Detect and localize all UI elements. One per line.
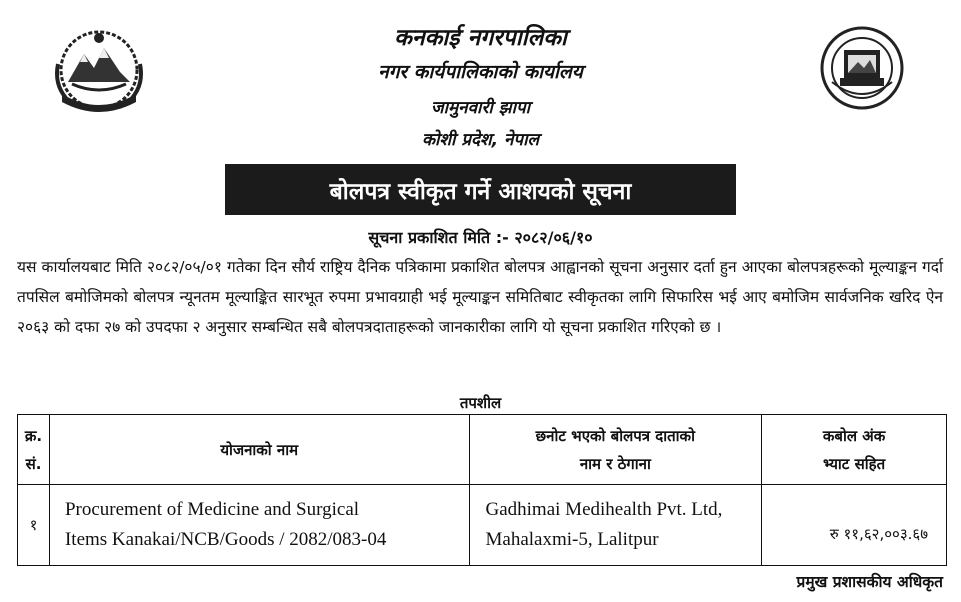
row-bidder-line1: Gadhimai Medihealth Pvt. Ltd, — [485, 499, 723, 520]
row-bidder-line2: Mahalaxmi-5, Lalitpur — [485, 529, 659, 550]
bidder-header — [469, 415, 762, 485]
bidder-header-line1: छनोट भएको बोलपत्र दाताको — [535, 426, 695, 445]
row-serial: १ — [18, 485, 50, 566]
bidder-header-line2: नाम र ठेगाना — [579, 454, 651, 473]
signoff-designation: प्रमुख प्रशासकीय अधिकृत — [796, 573, 943, 591]
notice-body: यस कार्यालयबाट मिति २०८२/०५/०१ गतेका दिन सौर्य राष्ट्रिय दैनिक पत्रिकामा प्रकाशित बोलपत्र आह्वानको सूचना अनुसार दर्ता हुन आएका बोलपत्रहरूको मूल्याङ्कन गर्दा तपसिल बमोजिमको बोलपत्र न्यूनतम मूल्याङ्कित सारभूत रुपमा प्रभावग्राही भई मूल्याङ्कन समितिबाट स्वीकृतका लागि सिफारिस भई आए बमोजिम सार्वजनिक खरिद ऐन २०६३ को दफा २७ को उपदफा २ अनुसार सम्बन्धित सबै बोलपत्रदाताहरूको जानकारीका लागि यो सूचना प्रकाशित गरिएको छ । — [17, 258, 943, 336]
published-date: सूचना प्रकाशित मिति :- २०८२/०६/१० — [368, 228, 593, 247]
notice-title: बोलपत्र स्वीकृत गर्ने आशयको सूचना — [329, 178, 632, 205]
bid-table — [17, 414, 947, 566]
notice-title-banner — [225, 164, 736, 215]
table-row — [18, 485, 947, 566]
province-line: कोशी प्रदेश, नेपाल — [422, 130, 539, 150]
row-amount: रु ११,६२,००३.६७ — [762, 485, 947, 566]
serial-header — [18, 415, 50, 485]
serial-header-line1: क्र. — [24, 426, 43, 445]
office-location: जामुनवारी झापा — [430, 98, 531, 118]
row-project-line1: Procurement of Medicine and Surgical — [64, 499, 360, 520]
row-project — [49, 485, 469, 566]
amount-header-line1: कबोल अंक — [822, 426, 886, 445]
amount-header-line2: भ्याट सहित — [822, 454, 886, 473]
municipality-name: कनकाई नगरपालिका — [394, 25, 567, 51]
project-header: योजनाको नाम — [49, 415, 469, 485]
table-header-row — [18, 415, 947, 485]
amount-header — [762, 415, 947, 485]
row-project-line2: Items Kanakai/NCB/Goods / 2082/083-04 — [64, 529, 387, 550]
schedule-heading: तपशील — [459, 394, 502, 412]
serial-header-line2: सं. — [25, 454, 42, 473]
row-bidder — [469, 485, 762, 566]
office-name: नगर कार्यपालिकाको कार्यालय — [378, 61, 583, 83]
